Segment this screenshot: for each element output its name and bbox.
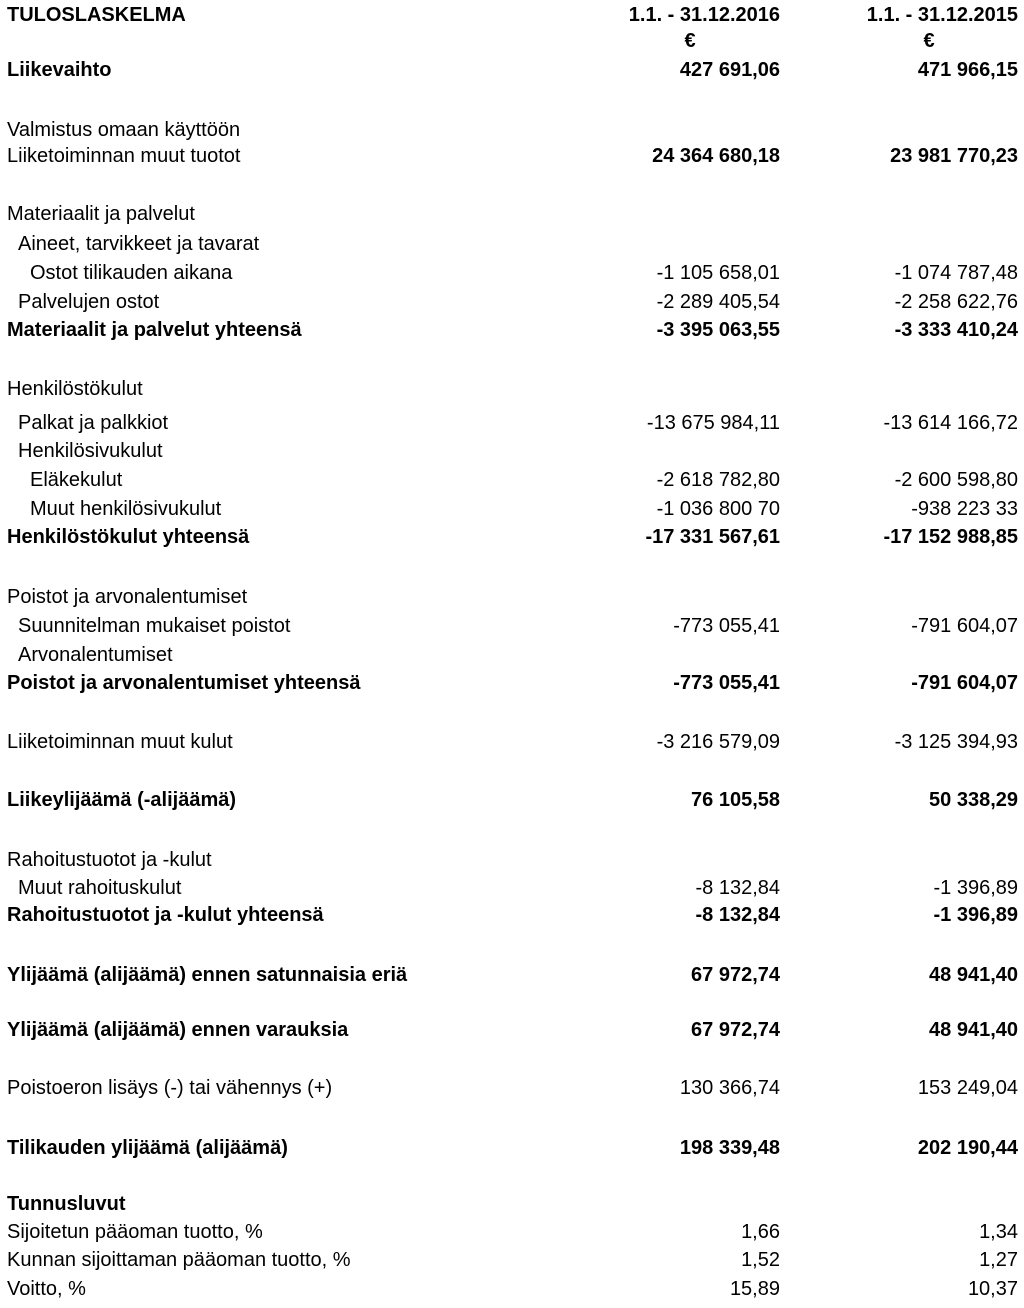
statement-title: TULOSLASKELMA	[7, 4, 186, 26]
row-label: Tilikauden ylijäämä (alijäämä)	[7, 1137, 288, 1159]
row-label: Sijoitetun pääoman tuotto, %	[7, 1221, 263, 1243]
table-row	[0, 258, 1024, 288]
value-2016: -773 055,41	[673, 672, 780, 694]
value-2016: -1 105 658,01	[656, 262, 780, 284]
value-2016: 67 972,74	[691, 964, 780, 986]
table-row-total	[0, 1133, 1024, 1163]
row-label: Ostot tilikauden aikana	[30, 262, 233, 284]
table-row	[0, 1073, 1024, 1103]
value-2016: 130 366,74	[679, 1077, 780, 1099]
table-row	[0, 1274, 1024, 1304]
value-2015: -1 396,89	[933, 904, 1018, 926]
value-2016: -3 395 063,55	[656, 319, 780, 341]
row-label: Ylijäämä (alijäämä) ennen satunnaisia eriä	[7, 964, 408, 986]
value-2016: -773 055,41	[673, 615, 780, 637]
value-2016: -8 132,84	[695, 904, 780, 926]
row-label: Muut henkilösivukulut	[30, 498, 222, 520]
key-figures-heading: Tunnusluvut	[7, 1193, 126, 1215]
table-row	[0, 494, 1024, 524]
value-2016: 427 691,06	[679, 59, 780, 81]
value-2016: -2 618 782,80	[656, 469, 780, 491]
value-2015: 50 338,29	[929, 789, 1018, 811]
table-row-total	[0, 1015, 1024, 1045]
row-label: Poistot ja arvonalentumiset yhteensä	[7, 672, 361, 694]
table-row-total	[0, 668, 1024, 698]
row-label: Ylijäämä (alijäämä) ennen varauksia	[7, 1019, 349, 1041]
value-2015: 23 981 770,23	[890, 145, 1018, 167]
currency-2016: €	[684, 30, 696, 52]
value-2016: -17 331 567,61	[645, 526, 780, 548]
table-row	[0, 1217, 1024, 1247]
table-row-total	[0, 900, 1024, 930]
table-row	[0, 640, 1024, 670]
value-2015: -3 125 394,93	[894, 731, 1018, 753]
currency-2015: €	[923, 30, 935, 52]
row-label: Liikevaihto	[7, 59, 112, 81]
value-2016: 198 339,48	[679, 1137, 780, 1159]
value-2016: 1,66	[741, 1221, 780, 1243]
row-label: Rahoitustuotot ja -kulut	[7, 849, 212, 871]
row-label: Liiketoiminnan muut tuotot	[7, 145, 241, 167]
table-row-total	[0, 785, 1024, 815]
row-label: Muut rahoituskulut	[18, 877, 182, 899]
value-2016: -8 132,84	[695, 877, 780, 899]
value-2016: -13 675 984,11	[646, 412, 780, 434]
table-row	[0, 55, 1024, 85]
table-row	[0, 611, 1024, 641]
value-2015: -2 600 598,80	[894, 469, 1018, 491]
row-label: Palvelujen ostot	[18, 291, 160, 313]
row-label: Voitto, %	[7, 1278, 86, 1300]
table-row	[0, 873, 1024, 903]
value-2015: 202 190,44	[917, 1137, 1018, 1159]
row-label: Henkilösivukulut	[18, 440, 163, 462]
table-row	[0, 1189, 1024, 1219]
table-row	[0, 408, 1024, 438]
currency-row	[0, 26, 1024, 56]
value-2015: -1 074 787,48	[894, 262, 1018, 284]
row-label: Eläkekulut	[30, 469, 123, 491]
table-row	[0, 199, 1024, 229]
value-2015: 153 249,04	[917, 1077, 1018, 1099]
table-row	[0, 141, 1024, 171]
value-2015: 10,37	[967, 1278, 1018, 1300]
row-label: Rahoitustuotot ja -kulut yhteensä	[7, 904, 324, 926]
value-2016: -2 289 405,54	[656, 291, 780, 313]
value-2015: 48 941,40	[929, 964, 1018, 986]
value-2015: -17 152 988,85	[883, 526, 1018, 548]
value-2015: -938 223 33	[911, 498, 1018, 520]
value-2016: 1,52	[741, 1249, 780, 1271]
row-label: Materiaalit ja palvelut	[7, 203, 195, 225]
value-2016: -1 036 800 70	[656, 498, 780, 520]
row-label: Kunnan sijoittaman pääoman tuotto, %	[7, 1249, 351, 1271]
table-row	[0, 465, 1024, 495]
table-row	[0, 287, 1024, 317]
value-2015: -3 333 410,24	[894, 319, 1018, 341]
row-label: Liiketoiminnan muut kulut	[7, 731, 233, 753]
period-2016-header: 1.1. - 31.12.2016	[628, 4, 780, 26]
row-label: Valmistus omaan käyttöön	[7, 119, 241, 141]
table-row	[0, 436, 1024, 466]
value-2016: 76 105,58	[691, 789, 780, 811]
row-label: Aineet, tarvikkeet ja tavarat	[18, 233, 260, 255]
row-label: Henkilöstökulut yhteensä	[7, 526, 250, 548]
table-row-total	[0, 522, 1024, 552]
period-2015-header: 1.1. - 31.12.2015	[866, 4, 1018, 26]
value-2015: -791 604,07	[911, 672, 1018, 694]
table-row	[0, 845, 1024, 875]
table-row	[0, 582, 1024, 612]
row-label: Arvonalentumiset	[18, 644, 173, 666]
row-label: Poistoeron lisäys (-) tai vähennys (+)	[7, 1077, 333, 1099]
row-label: Suunnitelman mukaiset poistot	[18, 615, 291, 637]
table-row	[0, 229, 1024, 259]
value-2015: -2 258 622,76	[894, 291, 1018, 313]
table-row-total	[0, 960, 1024, 990]
value-2015: -791 604,07	[911, 615, 1018, 637]
row-label: Materiaalit ja palvelut yhteensä	[7, 319, 302, 341]
table-row	[0, 374, 1024, 404]
table-row	[0, 1245, 1024, 1275]
table-row	[0, 727, 1024, 757]
value-2015: 1,34	[979, 1221, 1018, 1243]
value-2015: 1,27	[979, 1249, 1018, 1271]
value-2016: 67 972,74	[691, 1019, 780, 1041]
value-2016: 24 364 680,18	[652, 145, 780, 167]
value-2015: 471 966,15	[917, 59, 1018, 81]
row-label: Palkat ja palkkiot	[18, 412, 169, 434]
row-label: Poistot ja arvonalentumiset	[7, 586, 248, 608]
value-2015: -1 396,89	[933, 877, 1018, 899]
value-2015: -13 614 166,72	[883, 412, 1018, 434]
table-row-total	[0, 315, 1024, 345]
value-2016: 15,89	[729, 1278, 780, 1300]
row-label: Henkilöstökulut	[7, 378, 143, 400]
row-label: Liikeylijäämä (-alijäämä)	[7, 789, 237, 811]
value-2015: 48 941,40	[929, 1019, 1018, 1041]
value-2016: -3 216 579,09	[656, 731, 780, 753]
